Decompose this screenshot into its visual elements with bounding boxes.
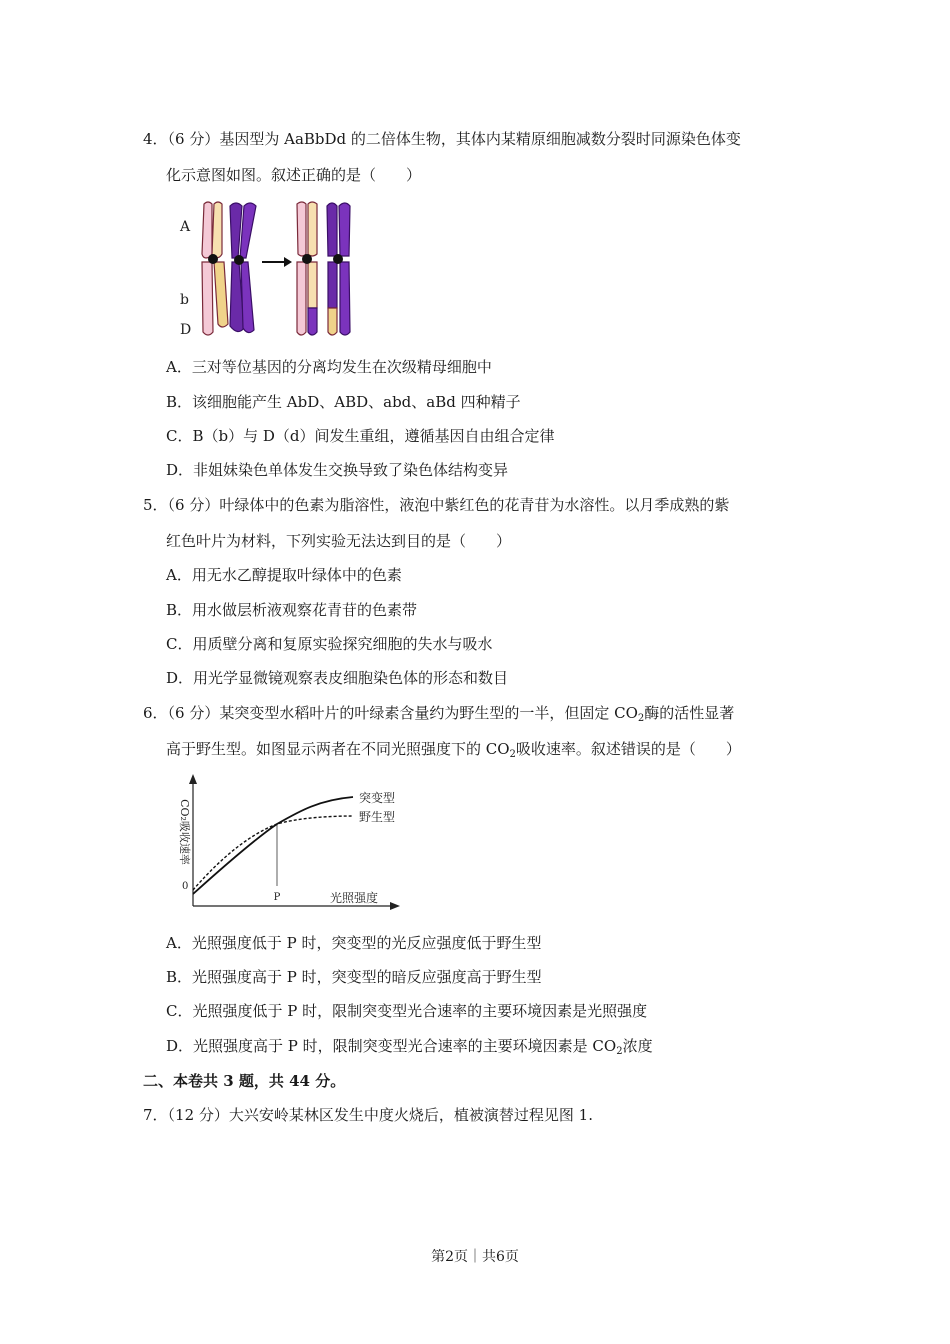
q4-stem-line2: 化示意图如图。叙述正确的是（ ） <box>166 166 422 184</box>
q4-stem-line1: 4．（6 分）基因型为 AaBbDd 的二倍体生物，其体内某精原细胞减数分裂时同源染色体变 <box>143 130 741 148</box>
q4-option-d: D．非姐妹染色单体发生交换导致了染色体结构变异 <box>166 461 509 479</box>
gene-label-A: A <box>180 219 191 235</box>
q6-option-b: B．光照强度高于 P 时，突变型的暗反应强度高于野生型 <box>166 968 542 986</box>
page-footer: 第2页｜共6页 <box>431 1249 519 1265</box>
y-axis-arrow <box>189 774 197 784</box>
q6-option-d: D．光照强度高于 P 时，限制突变型光合速率的主要环境因素是 $CO_2$浓度 <box>166 1037 653 1057</box>
q6-option-c: C．光照强度低于 P 时，限制突变型光合速率的主要环境因素是光照强度 <box>166 1002 648 1020</box>
gene-label-D: D <box>180 322 192 338</box>
q5-stem-line2: 红色叶片为材料，下列实验无法达到目的是（ ） <box>166 532 512 550</box>
y-axis-label: CO₂吸收速率 <box>178 799 191 865</box>
q7-stem: 7．（12 分）大兴安岭某林区发生中度火烧后，植被演替过程见图 1. <box>143 1106 593 1124</box>
q4-option-a: A．三对等位基因的分离均发生在次级精母细胞中 <box>166 358 492 376</box>
q4-option-b: B．该细胞能产生 AbD、ABD、abd、aBd 四种精子 <box>166 393 521 411</box>
q5-option-c: C．用质壁分离和复原实验探究细胞的失水与吸水 <box>166 635 493 653</box>
q6-stem-line1: 6．（6 分）某突变型水稻叶片的叶绿素含量约为野生型的一半，但固定 $CO_2$酶的活性显著 <box>143 704 735 724</box>
q6-stem-line2: 高于野生型。如图显示两者在不同光照强度下的 $CO_2$吸收速率。叙述错误的是（ ） <box>166 740 741 760</box>
q5-stem-line1: 5．（6 分）叶绿体中的色素为脂溶性，液泡中紫红色的花青苷为水溶性。以月季成熟的紫 <box>143 496 730 514</box>
x-axis-arrow <box>390 902 400 910</box>
q4-option-c: C．B（b）与 D（d）间发生重组，遵循基因自由组合定律 <box>166 427 555 445</box>
co2-absorption-chart <box>168 772 408 912</box>
q6-option-a: A．光照强度低于 P 时，突变型的光反应强度低于野生型 <box>166 934 542 952</box>
section-heading: 二、本卷共 3 题，共 44 分。 <box>143 1072 346 1090</box>
q5-option-d: D．用光学显微镜观察表皮细胞染色体的形态和数目 <box>166 669 509 687</box>
origin-label: 0 <box>182 881 189 892</box>
x-axis-label: 光照强度 <box>329 891 379 905</box>
series-label-mutant: 突变型 <box>359 791 396 805</box>
chromosome-figure <box>172 196 367 342</box>
series-line-mutant <box>193 797 353 894</box>
p-label: P <box>273 892 281 903</box>
gene-label-b: b <box>180 292 189 308</box>
q5-option-a: A．用无水乙醇提取叶绿体中的色素 <box>166 566 402 584</box>
series-label-wildtype: 野生型 <box>359 810 396 824</box>
q5-option-b: B．用水做层析液观察花青苷的色素带 <box>166 601 418 619</box>
